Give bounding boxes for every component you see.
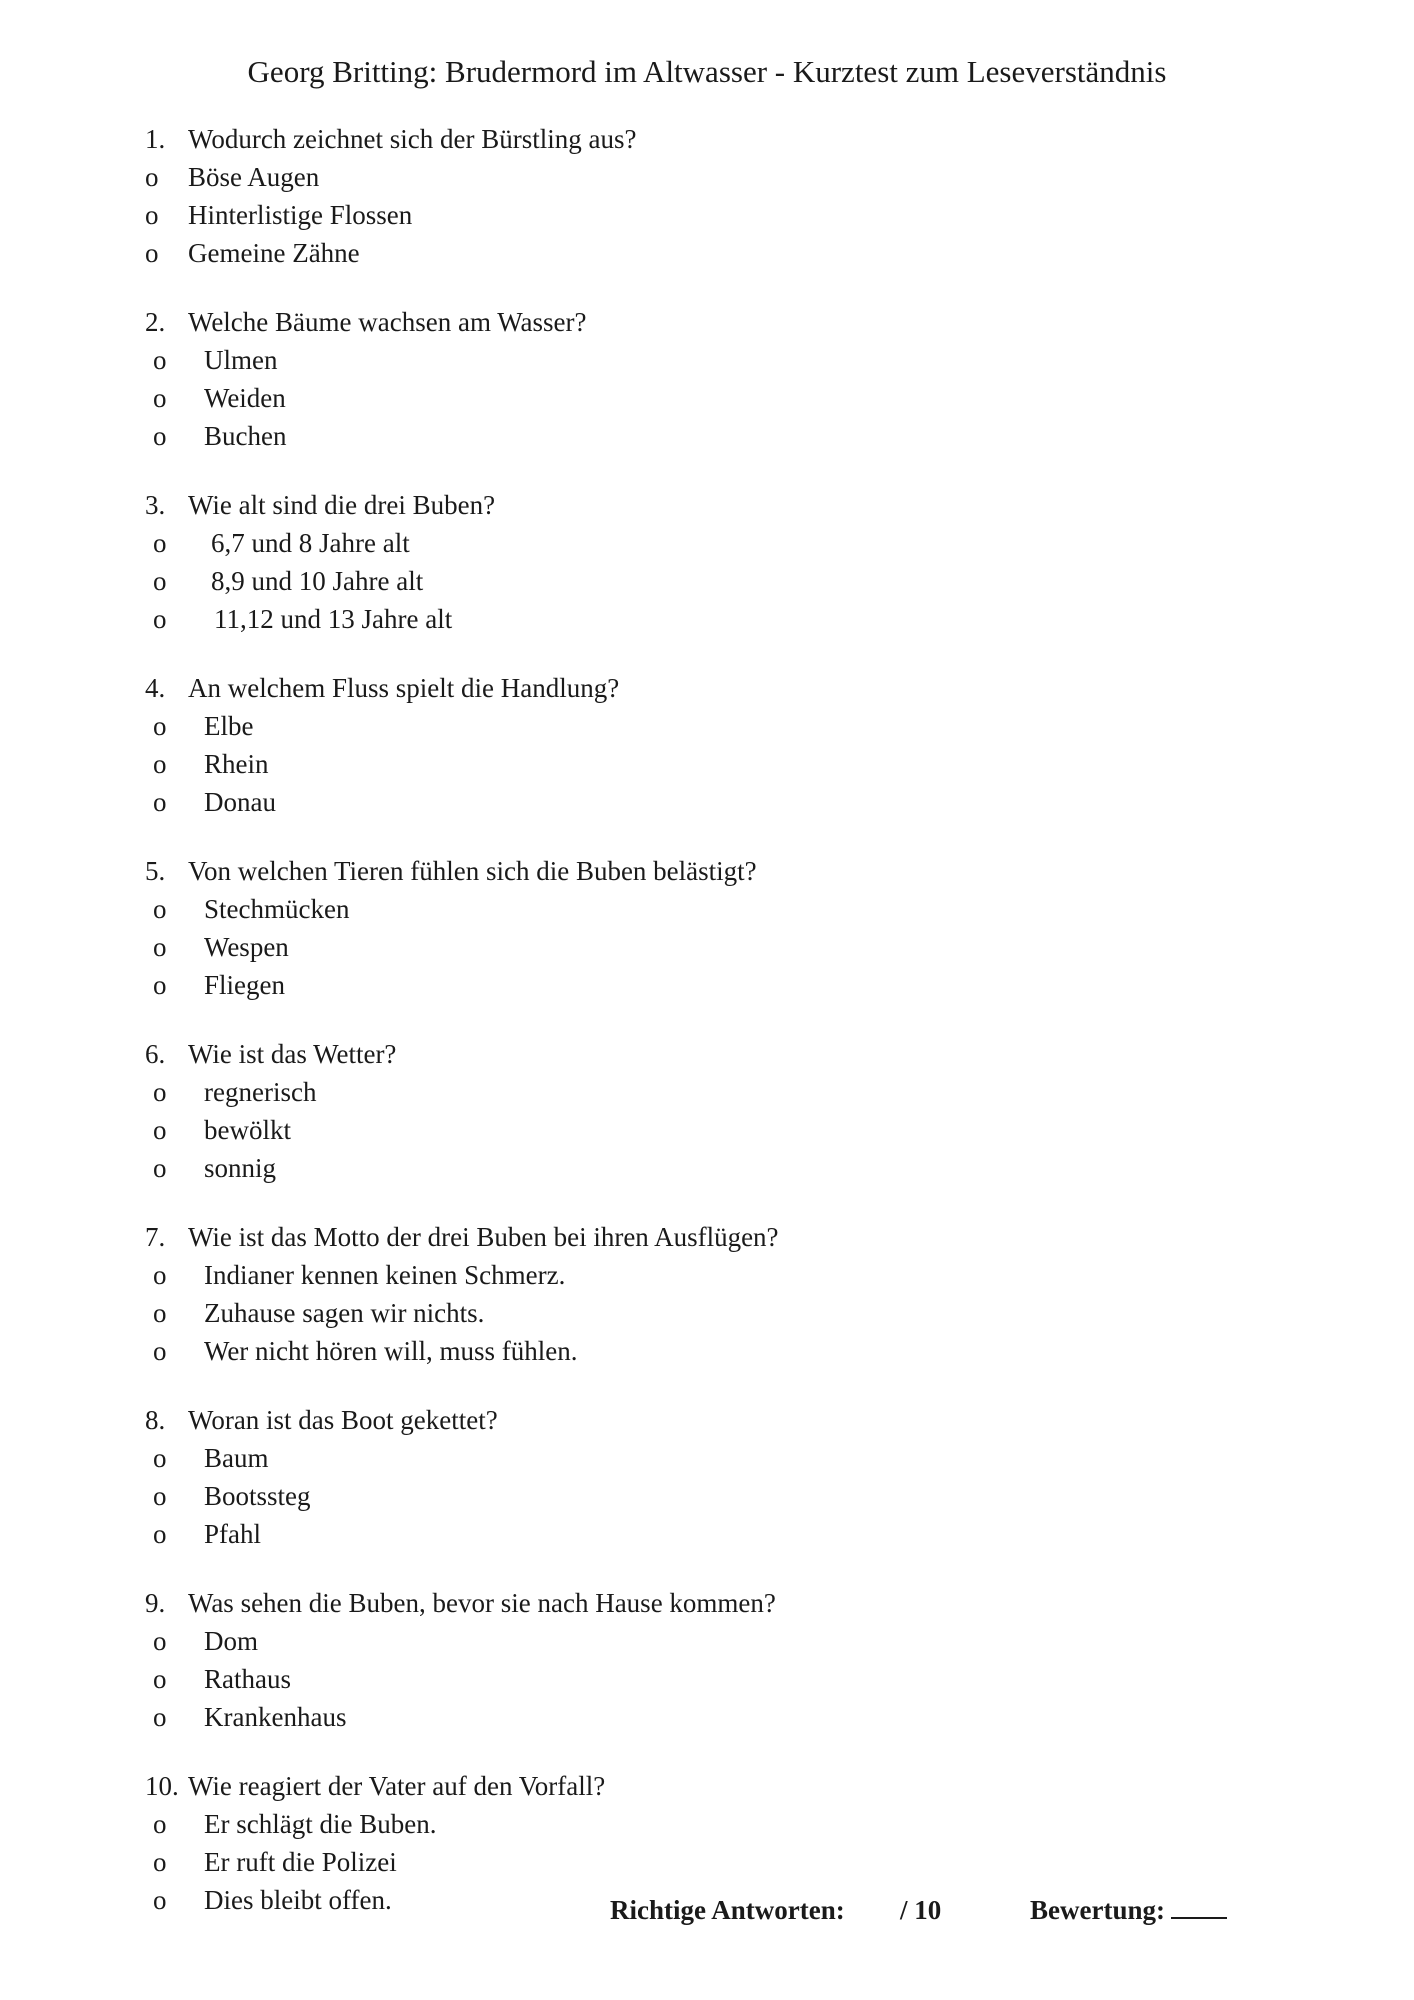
answer-option[interactable] [145,1111,1245,1149]
question-number: 2. [145,307,166,337]
question-4 [145,669,1245,821]
checkbox-circle-icon[interactable]: o [153,1664,167,1694]
answer-option-label: Krankenhaus [204,1702,347,1732]
checkbox-circle-icon[interactable]: o [145,162,159,192]
checkbox-circle-icon[interactable]: o [153,1847,167,1877]
checkbox-circle-icon[interactable]: o [153,894,167,924]
question-number: 8. [145,1405,166,1435]
answer-option-label: Rhein [204,749,269,779]
answer-option-label: sonnig [204,1153,277,1183]
answer-option[interactable] [145,1149,1245,1187]
answer-option-label: Weiden [204,383,286,413]
question-2 [145,303,1245,455]
answer-option-label: 8,9 und 10 Jahre alt [211,566,424,596]
question-prompt [145,1584,1245,1622]
score-footer [610,1891,1227,1929]
question-prompt [145,1401,1245,1439]
checkbox-circle-icon[interactable]: o [153,749,167,779]
answer-option-label: Indianer kennen keinen Schmerz. [204,1260,566,1290]
checkbox-circle-icon[interactable]: o [153,1885,167,1915]
checkbox-circle-icon[interactable]: o [153,1702,167,1732]
checkbox-circle-icon[interactable]: o [153,566,167,596]
question-number: 9. [145,1588,166,1618]
answer-option[interactable] [145,707,1245,745]
answer-option[interactable] [145,1439,1245,1477]
answer-option[interactable] [145,1294,1245,1332]
answer-option-label: Donau [204,787,276,817]
question-text: Woran ist das Boot gekettet? [188,1405,498,1435]
checkbox-circle-icon[interactable]: o [153,1153,167,1183]
question-3 [145,486,1245,638]
checkbox-circle-icon[interactable]: o [153,932,167,962]
answer-option-label: Pfahl [204,1519,261,1549]
answer-option-label: Zuhause sagen wir nichts. [204,1298,485,1328]
checkbox-circle-icon[interactable]: o [153,970,167,1000]
checkbox-circle-icon[interactable]: o [153,528,167,558]
question-text: Von welchen Tieren fühlen sich die Buben belästigt? [188,856,757,886]
question-text: Wie ist das Motto der drei Buben bei ihren Ausflügen? [188,1222,779,1252]
answer-option[interactable] [145,1660,1245,1698]
answer-option[interactable] [145,234,1245,272]
checkbox-circle-icon[interactable]: o [153,1519,167,1549]
answer-option-label: Wer nicht hören will, muss fühlen. [204,1336,578,1366]
checkbox-circle-icon[interactable]: o [145,238,159,268]
answer-option-label: Böse Augen [188,162,320,192]
answer-option-label: Stechmücken [204,894,350,924]
question-text: Wie ist das Wetter? [188,1039,397,1069]
answer-option[interactable] [145,158,1245,196]
answer-option-label: Hinterlistige Flossen [188,200,413,230]
question-number: 1. [145,124,166,154]
answer-option[interactable] [145,783,1245,821]
answer-option[interactable] [145,1073,1245,1111]
rating-label: Bewertung: [1030,1895,1165,1925]
question-6 [145,1035,1245,1187]
answer-option[interactable] [145,928,1245,966]
checkbox-circle-icon[interactable]: o [153,1443,167,1473]
answer-option[interactable] [145,196,1245,234]
question-number: 7. [145,1222,166,1252]
answer-option[interactable] [145,524,1245,562]
answer-option[interactable] [145,1332,1245,1370]
question-number: 10. [145,1771,179,1801]
answer-option-label: Fliegen [204,970,285,1000]
answer-option[interactable] [145,562,1245,600]
question-7 [145,1218,1245,1370]
question-text: Wie reagiert der Vater auf den Vorfall? [188,1771,606,1801]
checkbox-circle-icon[interactable]: o [153,1115,167,1145]
question-1 [145,120,1245,272]
answer-option[interactable] [145,1515,1245,1553]
question-prompt [145,1767,1245,1805]
answer-option[interactable] [145,966,1245,1004]
question-prompt [145,1218,1245,1256]
answer-option-label: 6,7 und 8 Jahre alt [211,528,410,558]
checkbox-circle-icon[interactable]: o [153,711,167,741]
answer-option-label: 11,12 und 13 Jahre alt [214,604,453,634]
checkbox-circle-icon[interactable]: o [153,345,167,375]
question-number: 6. [145,1039,166,1069]
answer-option-label: bewölkt [204,1115,291,1145]
answer-option[interactable] [145,1698,1245,1736]
rating-blank-field[interactable] [1171,1891,1227,1919]
question-prompt [145,303,1245,341]
question-prompt [145,486,1245,524]
answer-option[interactable] [145,1477,1245,1515]
question-9 [145,1584,1245,1736]
checkbox-circle-icon[interactable]: o [153,1481,167,1511]
question-prompt [145,852,1245,890]
question-prompt [145,669,1245,707]
checkbox-circle-icon[interactable]: o [153,604,167,634]
question-text: Welche Bäume wachsen am Wasser? [188,307,587,337]
answer-option-label: Rathaus [204,1664,291,1694]
question-text: An welchem Fluss spielt die Handlung? [188,673,620,703]
score-total: / 10 [900,1895,942,1925]
checkbox-circle-icon[interactable]: o [153,787,167,817]
question-5 [145,852,1245,1004]
answer-option[interactable] [145,745,1245,783]
question-number: 5. [145,856,166,886]
answer-option-label: Gemeine Zähne [188,238,360,268]
checkbox-circle-icon[interactable]: o [153,1809,167,1839]
answer-option-label: Bootssteg [204,1481,311,1511]
question-number: 4. [145,673,166,703]
checkbox-circle-icon[interactable]: o [153,1260,167,1290]
answer-option[interactable] [145,1622,1245,1660]
checkbox-circle-icon[interactable]: o [153,1077,167,1107]
answer-option-label: Dies bleibt offen. [204,1885,392,1915]
question-text: Wie alt sind die drei Buben? [188,490,496,520]
answer-option-label: Wespen [204,932,289,962]
checkbox-circle-icon[interactable]: o [145,200,159,230]
answer-option-label: Dom [204,1626,258,1656]
checkbox-circle-icon[interactable]: o [153,1626,167,1656]
question-number: 3. [145,490,166,520]
question-text: Was sehen die Buben, bevor sie nach Hause kommen? [188,1588,776,1618]
answer-option-label: regnerisch [204,1077,317,1107]
answer-option[interactable] [145,890,1245,928]
checkbox-circle-icon[interactable]: o [153,421,167,451]
answer-option[interactable] [145,417,1245,455]
answer-option[interactable] [145,600,1245,638]
answer-option[interactable] [145,1843,1245,1881]
answer-option[interactable] [145,341,1245,379]
checkbox-circle-icon[interactable]: o [153,383,167,413]
answer-option-label: Baum [204,1443,269,1473]
answer-option-label: Elbe [204,711,254,741]
checkbox-circle-icon[interactable]: o [153,1336,167,1366]
answer-option-label: Er ruft die Polizei [204,1847,397,1877]
answer-option[interactable] [145,379,1245,417]
answer-option-label: Er schlägt die Buben. [204,1809,437,1839]
answer-option[interactable] [145,1805,1245,1843]
answer-option[interactable] [145,1256,1245,1294]
question-text: Wodurch zeichnet sich der Bürstling aus? [188,124,637,154]
correct-answers-label: Richtige Antworten: [610,1895,845,1925]
answer-option-label: Buchen [204,421,287,451]
question-prompt [145,1035,1245,1073]
answer-option-label: Ulmen [204,345,278,375]
question-prompt [145,120,1245,158]
checkbox-circle-icon[interactable]: o [153,1298,167,1328]
page-title: Georg Britting: Brudermord im Altwasser - Kurztest zum Leseverständnis [247,54,1167,89]
question-8 [145,1401,1245,1553]
